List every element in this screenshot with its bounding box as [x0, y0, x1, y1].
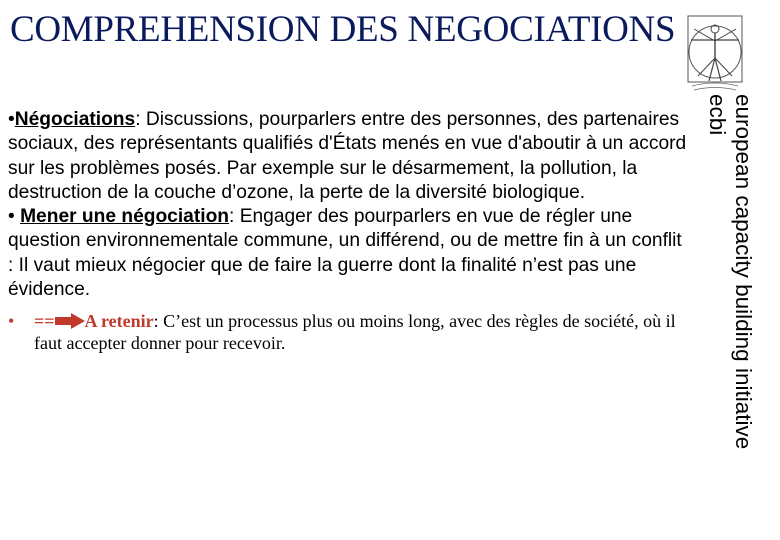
vitruvian-man-logo — [682, 14, 748, 94]
slide-body — [8, 108, 692, 354]
bullet: • — [8, 206, 15, 228]
definition-negociations — [8, 108, 692, 205]
term-mener-negociation: Mener une négociation — [20, 206, 230, 228]
bullet: • — [8, 311, 15, 332]
definition-text: : Discussions, pourparlers entre des personnes, des partenaires sociaux, des représentants qualifiés d'États menés en vue d'aboutir à un accord sur les problèmes posés. Par exemple sur le désarmement, la pollution, la destruction de la couche d’ozone, la perte de la diversité biologique. — [8, 109, 687, 203]
sidebar-org-acronym: ecbi — [705, 94, 730, 136]
takeaway-label: A retenir — [84, 311, 154, 332]
right-arrow-icon — [55, 313, 85, 329]
bullet: • — [8, 109, 15, 130]
slide-title: COMPREHENSION DES NEGOCIATIONS — [10, 9, 676, 50]
equals-marker: == — [34, 311, 55, 332]
sidebar-org-name: european capacity building initiative — [731, 94, 756, 450]
takeaway-text: : C’est un processus plus ou moins long, avec des règles de société, où il faut accepter donner pour recevoir. — [34, 311, 676, 354]
definition-mener-negociation — [8, 205, 692, 302]
key-takeaway — [8, 310, 692, 354]
definition-text: : Engager des pourparlers en vue de régler une question environnementale commune, un différend, ou de mettre fin à un conflit : Il vaut mieux négocier que de faire la guerre dont la finalité n’est pas une évidence. — [8, 206, 682, 301]
sidebar-organization — [694, 94, 756, 524]
term-negociations: Négociations — [14, 109, 136, 130]
